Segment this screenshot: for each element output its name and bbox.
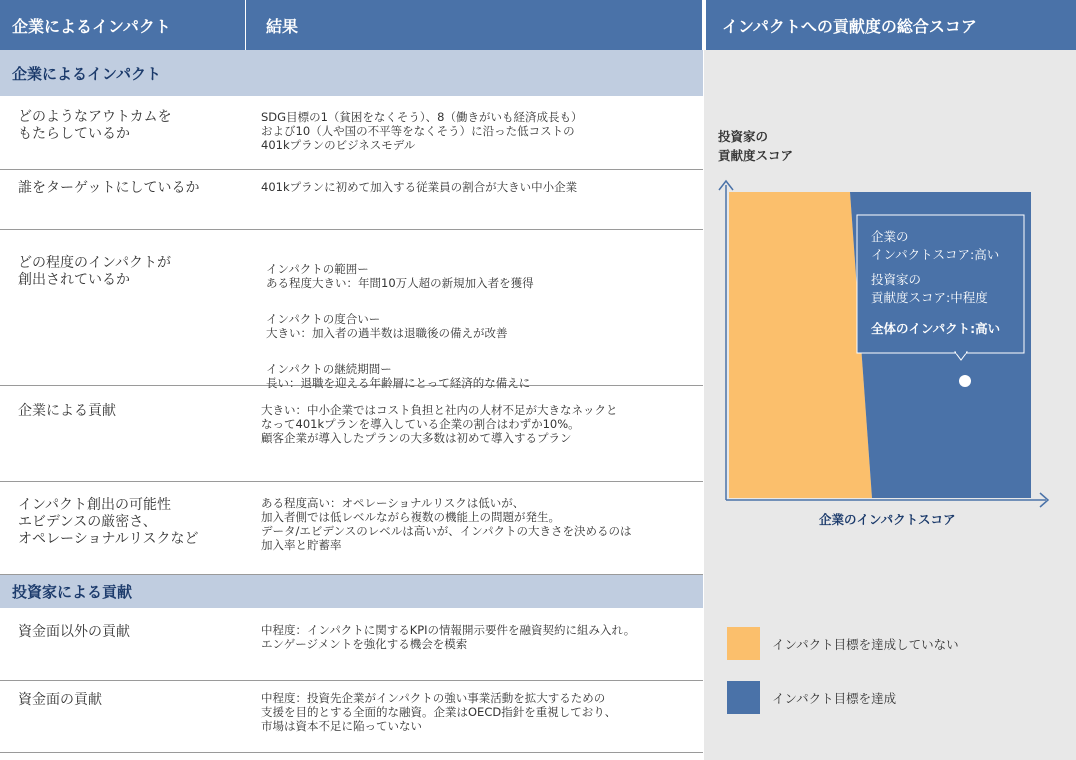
legend-swatch-achieved bbox=[727, 681, 760, 714]
row-label: どのようなアウトカムを もたらしているか bbox=[18, 109, 172, 142]
row-label: 誰をターゲットにしているか bbox=[18, 180, 200, 196]
callout-line2: インパクトスコア:高い bbox=[871, 247, 1000, 262]
row-result: 401kプランに初めて加入する従業員の割合が大きい中小企業 bbox=[261, 180, 578, 194]
row-label: どの程度のインパクトが 創出されているか bbox=[18, 255, 172, 288]
row-result: 大きい：中小企業ではコスト負担と社内の人材不足が大きなネックと なって401kプランを導入している企業の割合はわずか10%。 顧客企業が導入したプランの大多数は初めて導入するプラン bbox=[261, 403, 618, 445]
header-score: インパクトへの貢献度の総合スコア bbox=[706, 0, 1076, 50]
callout-line5: 全体のインパクト:高い bbox=[871, 321, 1001, 336]
impact-duration: インパクトの継続期間ー 長い：退職を迎える年齢層にとって経済的な備えに bbox=[266, 362, 531, 390]
legend-swatch-not-achieved bbox=[727, 627, 760, 660]
header-impact: 企業によるインパクト bbox=[0, 0, 245, 50]
row-label: 企業による貢献 bbox=[18, 403, 116, 419]
y-axis-label-2: 貢献度スコア bbox=[718, 148, 794, 163]
row-result: 中程度：投資先企業がインパクトの強い事業活動を拡大するための 支援を目的とする全面的な融資。企業はOECD指針を重視しており、 市場は資本不足に陥っていない bbox=[261, 691, 617, 733]
impact-degree: インパクトの度合いー 大きい：加入者の過半数は退職後の備えが改善 bbox=[266, 312, 508, 340]
section-company-impact: 企業によるインパクト bbox=[0, 50, 703, 96]
row-result: SDG目標の1（貧困をなくそう）、8（働きがいも経済成長も） および10（人や国の不平等をなくそう）に沿った低コストの 401kプランのビジネスモデル bbox=[261, 110, 583, 152]
row-result: 中程度：インパクトに関するKPIの情報開示要件を融資契約に組み入れ。 エンゲージメントを強化する機会を模索 bbox=[261, 623, 636, 651]
callout-line1: 企業の bbox=[871, 229, 909, 244]
row-label: 資金面以外の貢献 bbox=[18, 624, 130, 640]
callout-line4: 貢献度スコア:中程度 bbox=[871, 290, 988, 305]
x-axis-label: 企業のインパクトスコア bbox=[819, 512, 956, 527]
y-axis-label-1: 投資家の bbox=[718, 129, 769, 144]
impact-scope: インパクトの範囲ー ある程度大きい：年間10万人超の新規加入者を獲得 bbox=[266, 262, 534, 290]
score-point bbox=[959, 375, 971, 387]
header-result: 結果 bbox=[246, 0, 702, 50]
callout-line3: 投資家の bbox=[871, 272, 922, 287]
legend-label-not-achieved: インパクト目標を達成していない bbox=[772, 637, 959, 652]
row-label: インパクト創出の可能性 エビデンスの厳密さ、 オペレーショナルリスクなど bbox=[18, 497, 199, 547]
section-investor-contribution: 投資家による貢献 bbox=[0, 575, 703, 608]
row-label: 資金面の貢献 bbox=[18, 692, 102, 708]
row-result: ある程度高い：オペレーショナルリスクは低いが、 加入者側では低レベルながら複数の機能上の問題が発生。 データ/エビデンスのレベルは高いが、インパクトの大きさを決めるのは 加入率と貯蓄率 bbox=[261, 496, 632, 552]
legend-label-achieved: インパクト目標を達成 bbox=[772, 691, 897, 706]
area-not-achieved bbox=[729, 192, 872, 498]
